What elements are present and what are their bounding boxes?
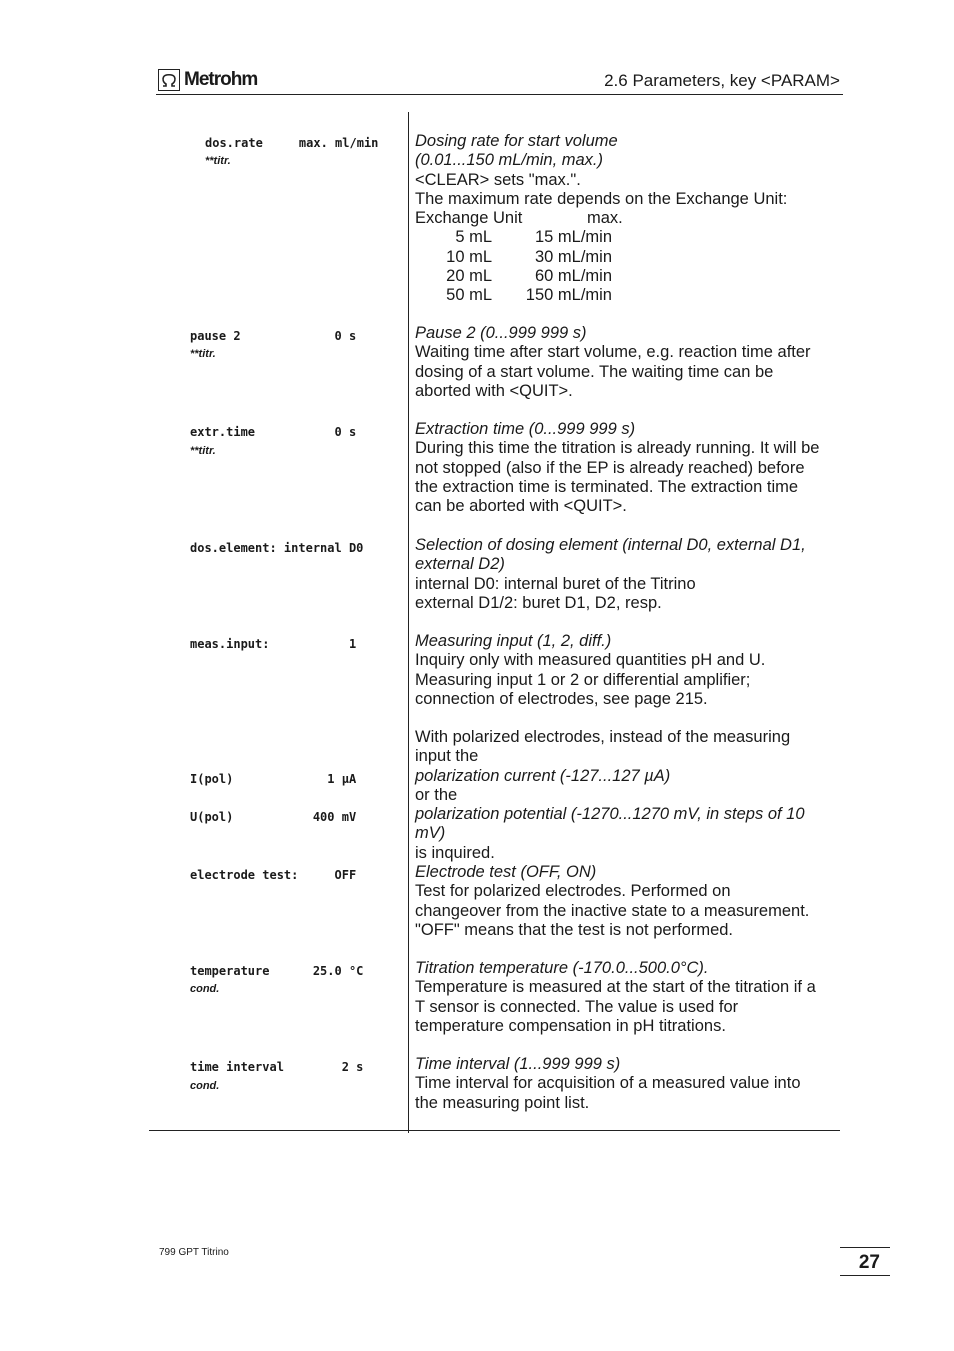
desc-extr-time [415,420,840,516]
param-temperature-mode: cond. [190,983,220,995]
page-number-rule-bottom [840,1275,890,1276]
desc-pause-2 [415,324,840,401]
desc-line: the measuring point list. [415,1093,590,1112]
section-title: 2.6 Parameters, key <PARAM> [604,71,840,90]
desc-line: With polarized electrodes, instead of the measuring [415,728,791,746]
desc-title: Time interval (1...999 999 s) [415,1055,621,1073]
desc-line: aborted with <QUIT>. [415,381,573,400]
desc-line: internal D0: internal buret of the Titrino [415,574,696,593]
desc-line: connection of electrodes, see page 215. [415,689,708,708]
desc-dos-rate [415,132,840,306]
desc-time-interval [415,1055,840,1113]
desc-title: mV) [415,824,446,843]
param-pause-2-mode: **titr. [190,348,216,360]
table-cell: 5 mL [455,228,492,247]
param-pause-2: pause 2 0 s [190,329,357,343]
param-extr-time: extr.time 0 s [190,425,357,439]
desc-line: dosing of a start volume. The waiting time can be [415,362,774,381]
footer-model: 799 GPT Titrino [159,1247,229,1258]
table-cell: 30 mL/min [534,247,612,266]
desc-title: polarization potential (-1270...1270 mV, in steps of 10 [415,805,805,824]
exchange-unit-header: Exchange Unit [415,209,523,228]
desc-dos-element [415,536,840,613]
desc-line: Test for polarized electrodes. Performed on [415,882,731,901]
desc-line: T sensor is connected. The value is used for [415,997,739,1016]
desc-title: Dosing rate for start volume [415,132,618,150]
desc-meas-input [415,632,840,709]
param-electrode-test: electrode test: OFF [190,868,357,882]
page-number-rule-top [840,1247,890,1248]
param-i-pol: I(pol) 1 µA [190,772,357,786]
desc-line: temperature compensation in pH titrations. [415,1016,726,1035]
param-temperature: temperature 25.0 °C [190,964,364,978]
desc-range: (0.01...150 mL/min, max.) [415,151,603,170]
table-cell: 150 mL/min [525,286,612,305]
desc-line: not stopped (also if the EP is already reached) before [415,458,805,477]
exchange-unit-table [415,228,840,305]
param-dos-element: dos.element: internal D0 [190,541,364,555]
desc-polarized [415,728,840,940]
desc-title: polarization current (-127...127 µA) [415,766,671,785]
desc-title: Extraction time (0...999 999 s) [415,420,636,438]
header-rule [156,94,843,95]
desc-line: <CLEAR> sets "max.". [415,170,581,189]
desc-line: "OFF" means that the test is not performed. [415,920,734,939]
param-dos-rate: dos.rate max. ml/min [205,136,379,150]
desc-line: input the [415,747,479,766]
desc-line: is inquired. [415,843,495,862]
desc-line: Temperature is measured at the start of the titration if a [415,978,816,997]
table-cell: 50 mL [446,286,492,305]
param-time-interval: time interval 2 s [190,1060,364,1074]
desc-title: Measuring input (1, 2, diff.) [415,632,612,650]
column-divider [408,112,409,1133]
max-rate-header: max. [587,209,623,228]
brand-name: Metrohm [184,69,258,90]
desc-title: external D2) [415,555,505,574]
desc-title: Selection of dosing element (internal D0, external D1, [415,536,806,554]
desc-line: or the [415,785,458,804]
table-cell: 15 mL/min [534,228,612,247]
table-cell: 60 mL/min [534,267,612,286]
table-cell: 10 mL [446,247,492,266]
brand-logo [158,67,257,93]
desc-line: Time interval for acquisition of a measured value into [415,1074,801,1093]
param-time-interval-mode: cond. [190,1080,220,1092]
desc-line: can be aborted with <QUIT>. [415,497,627,516]
desc-line: Inquiry only with measured quantities pH and U. [415,651,766,670]
desc-line: During this time the titration is already running. It will be [415,439,820,458]
param-dos-rate-mode: **titr. [205,155,231,167]
page-number: 27 [858,1252,880,1273]
desc-line: Measuring input 1 or 2 or differential amplifier; [415,670,751,689]
desc-title: Titration temperature (-170.0...500.0°C). [415,959,709,977]
desc-title: Electrode test (OFF, ON) [415,863,597,882]
param-extr-time-mode: **titr. [190,445,216,457]
param-meas-input: meas.input: 1 [190,637,357,651]
param-u-pol: U(pol) 400 mV [190,810,357,824]
desc-line: the extraction time is terminated. The extraction time [415,477,799,496]
desc-temperature [415,959,840,1036]
desc-line: external D1/2: buret D1, D2, resp. [415,593,662,612]
desc-line: The maximum rate depends on the Exchange Unit: [415,189,788,208]
desc-title: Pause 2 (0...999 999 s) [415,324,587,342]
desc-line: changeover from the inactive state to a measurement. [415,901,810,920]
table-bottom-rule [149,1130,840,1131]
desc-line: Waiting time after start volume, e.g. reaction time after [415,343,811,362]
metrohm-omega-icon [158,69,180,91]
table-cell: 20 mL [446,267,492,286]
